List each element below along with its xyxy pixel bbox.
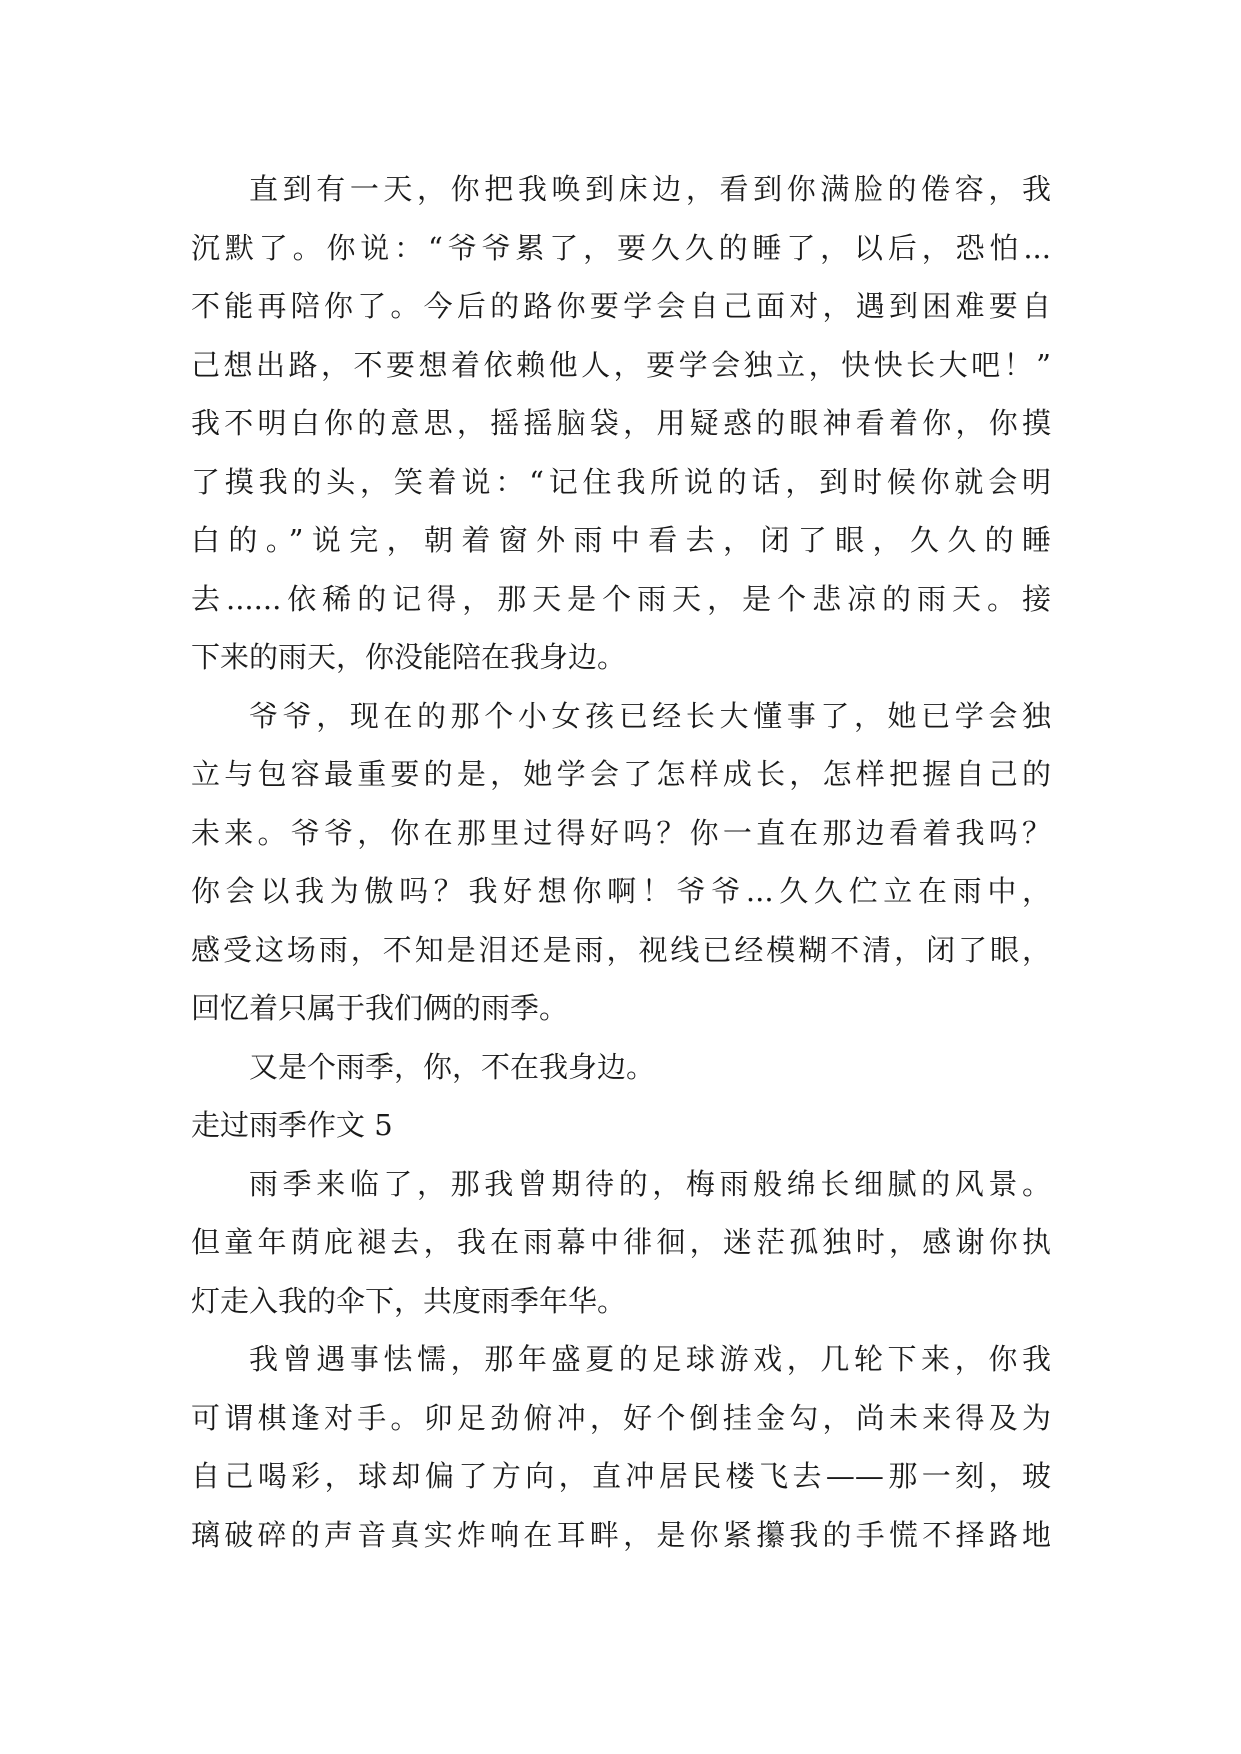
paragraph-line: 己想出路，不要想着依赖他人，要学会独立，快快长大吧！” — [191, 347, 1051, 382]
paragraph-5 — [191, 1330, 1051, 1564]
paragraph-line: 你会以我为傲吗？我好想你啊！爷爷...久久伫立在雨中， — [191, 874, 1051, 908]
paragraph-4 — [191, 1155, 1051, 1331]
section-heading: 走过雨季作文 5 — [191, 1108, 393, 1142]
paragraph-line: 立与包容最重要的是，她学会了怎样成长，怎样把握自己的 — [191, 757, 1051, 791]
paragraph-line: 灯走入我的伞下，共度雨季年华。 — [191, 1283, 627, 1318]
paragraph-line: 去......依稀的记得，那天是个雨天，是个悲凉的雨天。接 — [191, 581, 1051, 616]
paragraph-line: 我不明白你的意思，摇摇脑袋，用疑惑的眼神看着你，你摸 — [191, 406, 1051, 440]
paragraph-line: 下来的雨天，你没能陪在我身边。 — [191, 640, 627, 674]
paragraph-line: 雨季来临了，那我曾期待的，梅雨般绵长细腻的风景。 — [249, 1166, 1051, 1201]
paragraph-line: 我曾遇事怯懦，那年盛夏的足球游戏，几轮下来，你我 — [249, 1342, 1051, 1376]
paragraph-2 — [191, 687, 1051, 1038]
paragraph-line: 又是个雨季，你，不在我身边。 — [249, 1049, 656, 1084]
paragraph-line: 了摸我的头，笑着说：“记住我所说的话，到时候你就会明 — [191, 464, 1051, 499]
paragraph-line: 可谓棋逢对手。卯足劲俯冲，好个倒挂金勾，尚未来得及为 — [191, 1400, 1051, 1435]
paragraph-line: 自己喝彩，球却偏了方向，直冲居民楼飞去——那一刻，玻 — [191, 1459, 1051, 1493]
paragraph-3 — [191, 1038, 1051, 1097]
paragraph-line: 回忆着只属于我们俩的雨季。 — [191, 991, 569, 1025]
paragraph-1 — [191, 160, 1051, 687]
paragraph-line: 璃破碎的声音真实炸响在耳畔，是你紧攥我的手慌不择路地 — [191, 1517, 1051, 1552]
paragraph-line: 但童年荫庇褪去，我在雨幕中徘徊，迷茫孤独时，感谢你执 — [191, 1225, 1051, 1259]
paragraph-line: 不能再陪你了。今后的路你要学会自己面对，遇到困难要自 — [191, 289, 1051, 323]
paragraph-line: 直到有一天，你把我唤到床边，看到你满脸的倦容，我 — [249, 172, 1051, 206]
paragraph-line: 未来。爷爷，你在那里过得好吗？你一直在那边看着我吗？ — [191, 815, 1051, 850]
paragraph-line: 感受这场雨，不知是泪还是雨，视线已经模糊不清，闭了眼， — [191, 932, 1051, 967]
paragraph-line: 白的。”说完，朝着窗外雨中看去，闭了眼，久久的睡 — [191, 523, 1051, 557]
paragraph-line: 爷爷，现在的那个小女孩已经长大懂事了，她已学会独 — [249, 698, 1051, 733]
paragraph-line: 沉默了。你说：“爷爷累了，要久久的睡了，以后，恐怕... — [191, 230, 1051, 265]
document-body — [191, 160, 1051, 1564]
